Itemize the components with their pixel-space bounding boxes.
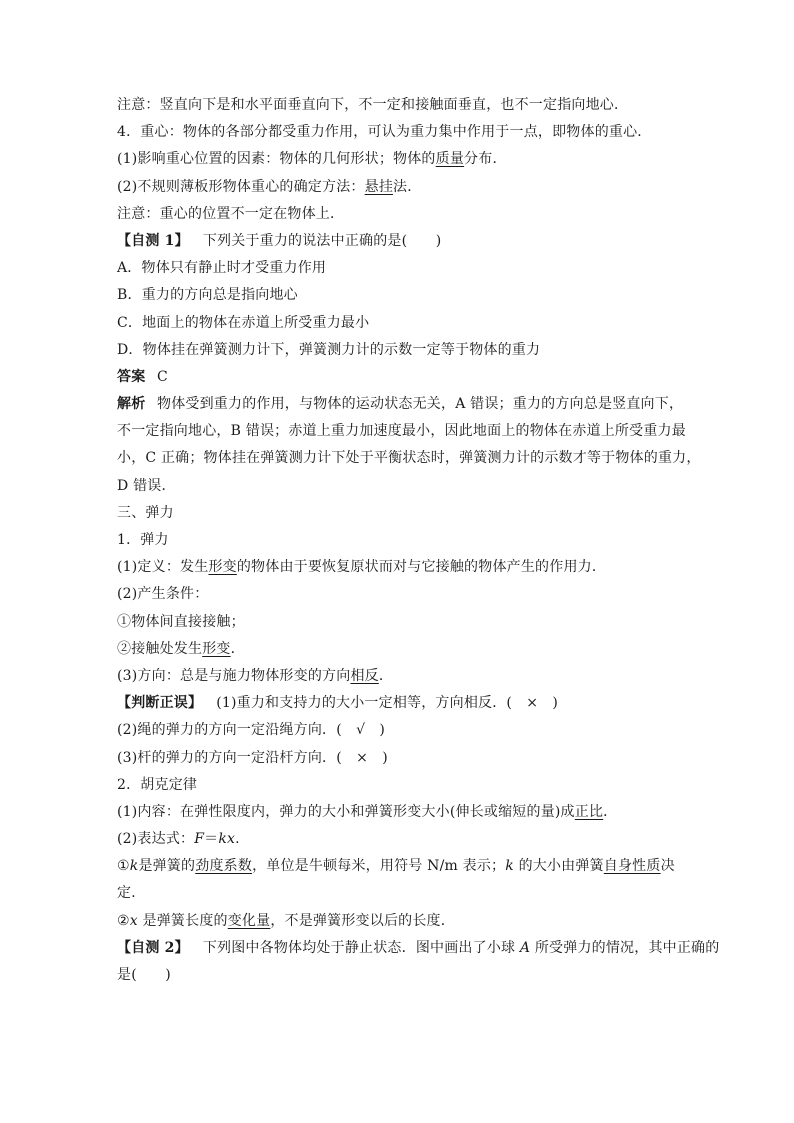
analysis-line-4: D 错误．	[117, 477, 176, 494]
analysis-line-2: 不一定指向地心，B 错误；赤道上重力加速度最小，因此地面上的物体在赤道上所受重力最	[117, 423, 686, 440]
true-false-3: (3)杆的弹力的方向一定沿杆方向．( × )	[117, 749, 388, 766]
center-of-gravity-factors: (1)影响重心位置的因素：物体的几何形状；物体的质量分布．	[117, 151, 507, 168]
direction: (3)方向：总是与施力物体形变的方向相反．	[117, 667, 394, 684]
underlined-term: 形变	[208, 559, 237, 576]
self-test-tag: 【自测 1】	[117, 232, 189, 249]
note-gravity-direction: 注意：竖直向下是和水平面垂直向下，不一定和接触面垂直，也不一定指向地心．	[117, 97, 629, 113]
subheading-elastic-force: 1．弹力	[117, 532, 169, 548]
document-page	[117, 92, 720, 989]
center-of-gravity-definition: 4．重心：物体的各部分都受重力作用，可认为重力集中作用于一点，即物体的重心．	[117, 124, 652, 141]
underlined-term: 形变	[202, 640, 231, 657]
option-d: D．物体挂在弹簧测力计下，弹簧测力计的示数一定等于物体的重力	[117, 341, 541, 358]
underlined-term: 悬挂	[364, 178, 394, 195]
elastic-force-definition: (1)定义：发生形变的物体由于要恢复原状而对与它接触的物体产生的作用力．	[117, 559, 607, 576]
answer-label: 答案	[117, 368, 146, 385]
hookes-law-formula: (2)表达式：F＝kx.	[117, 831, 240, 848]
spring-constant-explanation-cont: 定．	[117, 885, 146, 902]
true-false-tag: 【判断正误】	[117, 695, 203, 712]
analysis-label: 解析	[117, 396, 146, 413]
true-false-2: (2)绳的弹力的方向一定沿绳方向．( √ )	[117, 722, 386, 739]
subheading-hookes-law: 2．胡克定律	[117, 776, 198, 793]
self-test-2-question: 【自测 2】 下列图中各物体均处于静止状态．图中画出了小球 A 所受弹力的情况，其中正确的	[117, 939, 720, 956]
option-a: A．物体只有静止时才受重力作用	[117, 260, 327, 277]
underlined-term: 相反	[350, 667, 379, 684]
condition-2: ②接触处发生形变．	[117, 640, 245, 657]
center-of-gravity-method: (2)不规则薄板形物体重心的确定方法：悬挂法．	[117, 178, 422, 195]
self-test-tag: 【自测 2】	[117, 939, 189, 956]
hookes-law-content: (1)内容：在弹性限度内，弹力的大小和弹簧形变大小(伸长或缩短的量)成正比．	[117, 803, 618, 820]
true-false-1: 【判断正误】 (1)重力和支持力的大小一定相等，方向相反．( × )	[117, 695, 559, 712]
analysis-line-1: 解析 物体受到重力的作用，与物体的运动状态无关，A 错误；重力的方向总是竖直向下，	[117, 391, 687, 418]
underlined-term: 质量	[435, 151, 465, 168]
condition-1: ①物体间直接接触；	[117, 613, 245, 630]
analysis-line-3: 小，C 正确；物体挂在弹簧测力计下处于平衡状态时，弹簧测力计的示数才等于物体的重力，	[117, 450, 701, 467]
note-center-of-gravity: 注意：重心的位置不一定在物体上．	[117, 205, 345, 222]
option-c: C．地面上的物体在赤道上所受重力最小	[117, 314, 370, 331]
underlined-term: 自身性质	[603, 858, 661, 875]
section-heading-elastic-force: 三、弹力	[117, 504, 174, 521]
underlined-term: 变化量	[227, 912, 271, 929]
conditions-heading: (2)产生条件：	[117, 586, 209, 603]
option-b: B．重力的方向总是指向地心	[117, 287, 298, 304]
answer: 答案 C	[117, 364, 687, 391]
spring-constant-explanation: ①k是弹簧的劲度系数，单位是牛顿每米，用符号 N/m 表示；k 的大小由弹簧自身性质决	[117, 858, 675, 875]
deformation-explanation: ②x 是弹簧长度的变化量，不是弹簧形变以后的长度．	[117, 912, 455, 929]
self-test-1-question: 【自测 1】 下列关于重力的说法中正确的是( )	[117, 232, 442, 249]
underlined-term: 正比	[574, 803, 604, 820]
self-test-2-question-cont: 是( )	[117, 967, 171, 983]
underlined-term: 劲度系数	[195, 858, 253, 875]
